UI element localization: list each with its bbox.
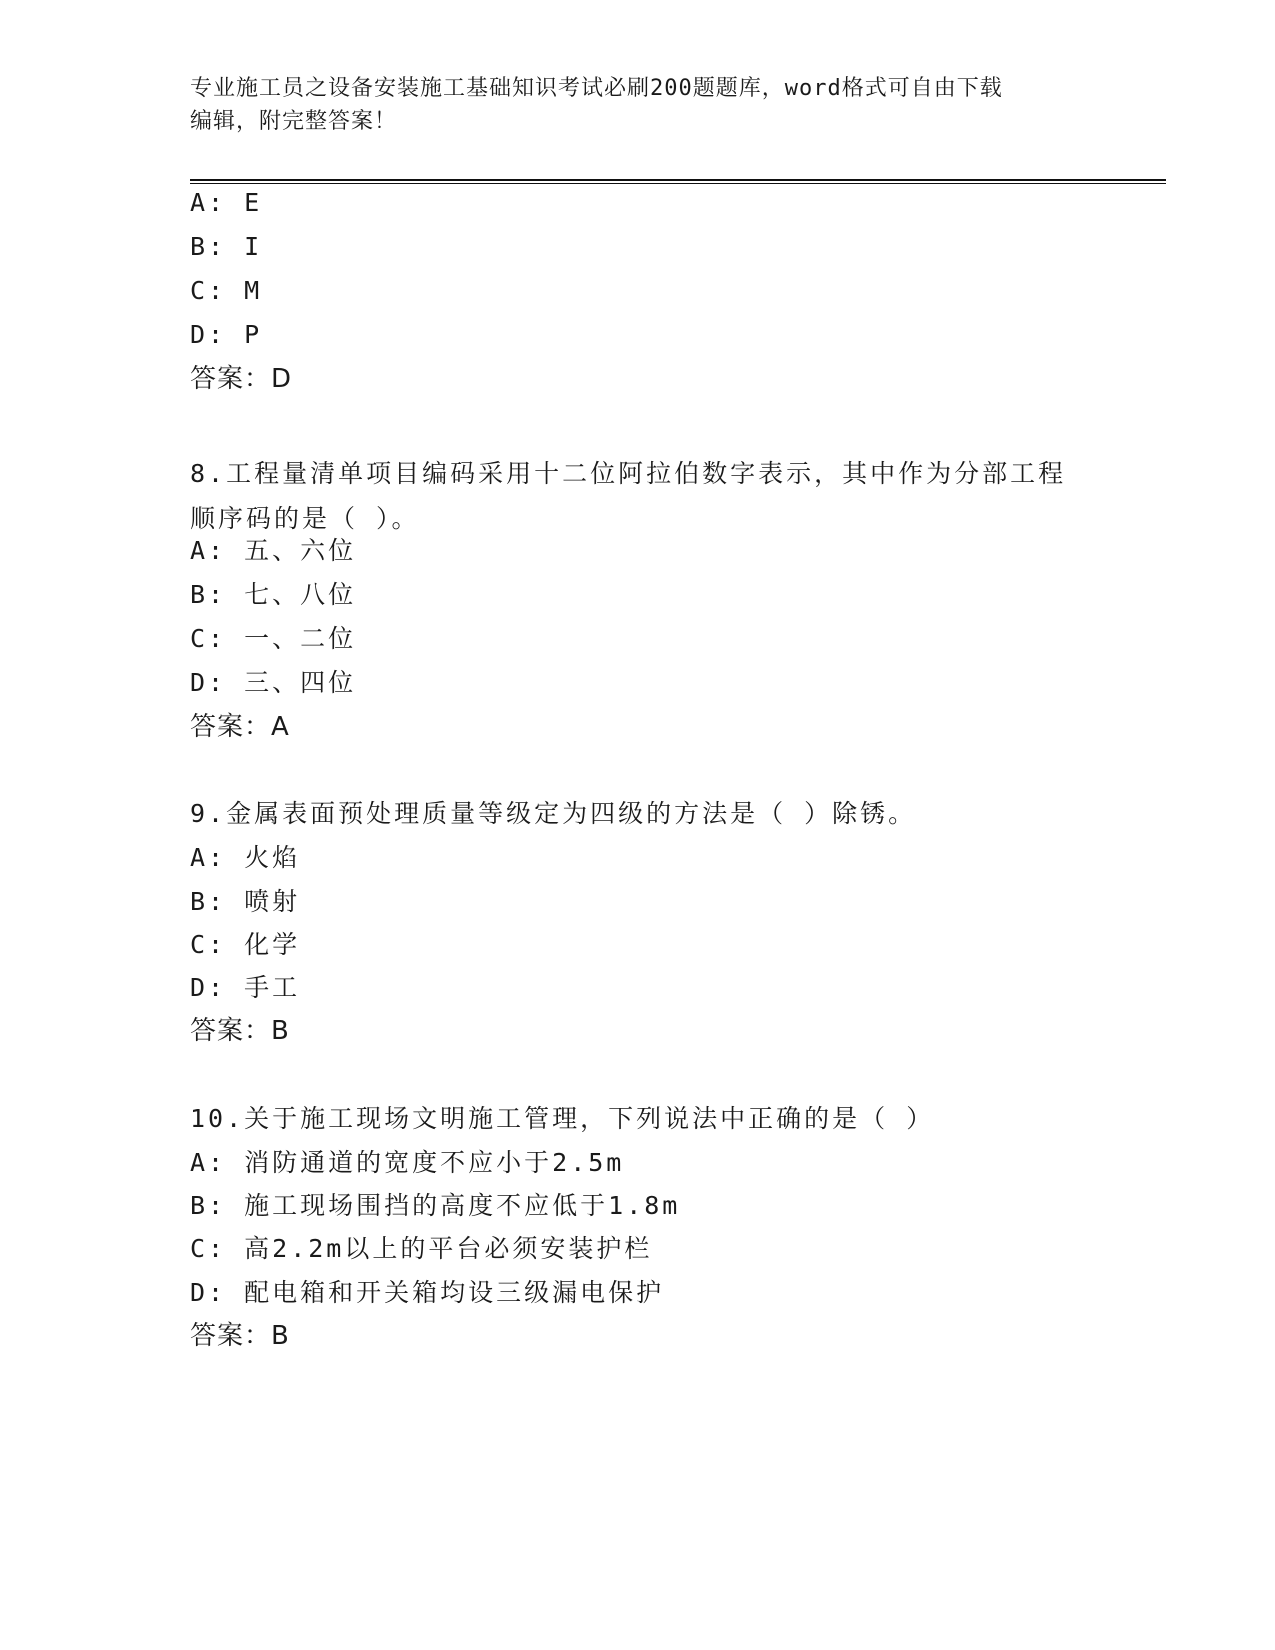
option-a: A: 火焰 — [190, 843, 301, 872]
question-10-text: 10.关于施工现场文明施工管理，下列说法中正确的是（ ） — [190, 1104, 935, 1133]
option-a: A: 消防通道的宽度不应小于2.5m — [190, 1148, 625, 1177]
option-b: B: 施工现场围挡的高度不应低于1.8m — [190, 1191, 681, 1220]
option-d: D: 配电箱和开关箱均设三级漏电保护 — [190, 1278, 665, 1307]
answer-line: 答案：B — [190, 1016, 290, 1046]
option-d: D: 三、四位 — [190, 668, 357, 697]
option-b: B: I — [190, 232, 263, 261]
option-c: C: M — [190, 276, 263, 305]
option-c: C: 一、二位 — [190, 624, 357, 653]
header-divider — [190, 179, 1166, 184]
option-d: D: 手工 — [190, 973, 301, 1002]
option-c: C: 化学 — [190, 930, 301, 959]
option-a: A: E — [190, 188, 263, 217]
answer-line: 答案：A — [190, 712, 290, 742]
option-a: A: 五、六位 — [190, 536, 357, 565]
option-b: B: 喷射 — [190, 887, 301, 916]
answer-line: 答案：B — [190, 1321, 290, 1351]
answer-line: 答案：D — [190, 364, 293, 394]
question-9-text: 9.金属表面预处理质量等级定为四级的方法是（ ）除锈。 — [190, 799, 917, 828]
question-8-text: 8.工程量清单项目编码采用十二位阿拉伯数字表示，其中作为分部工程顺序码的是（ ）。 — [190, 459, 1067, 533]
option-d: D: P — [190, 320, 263, 349]
option-c: C: 高2.2m以上的平台必须安装护栏 — [190, 1234, 653, 1263]
document-header-title: 专业施工员之设备安装施工基础知识考试必刷200题题库，word格式可自由下载 编辑，附完整答案！ — [190, 76, 1003, 134]
option-b: B: 七、八位 — [190, 580, 357, 609]
